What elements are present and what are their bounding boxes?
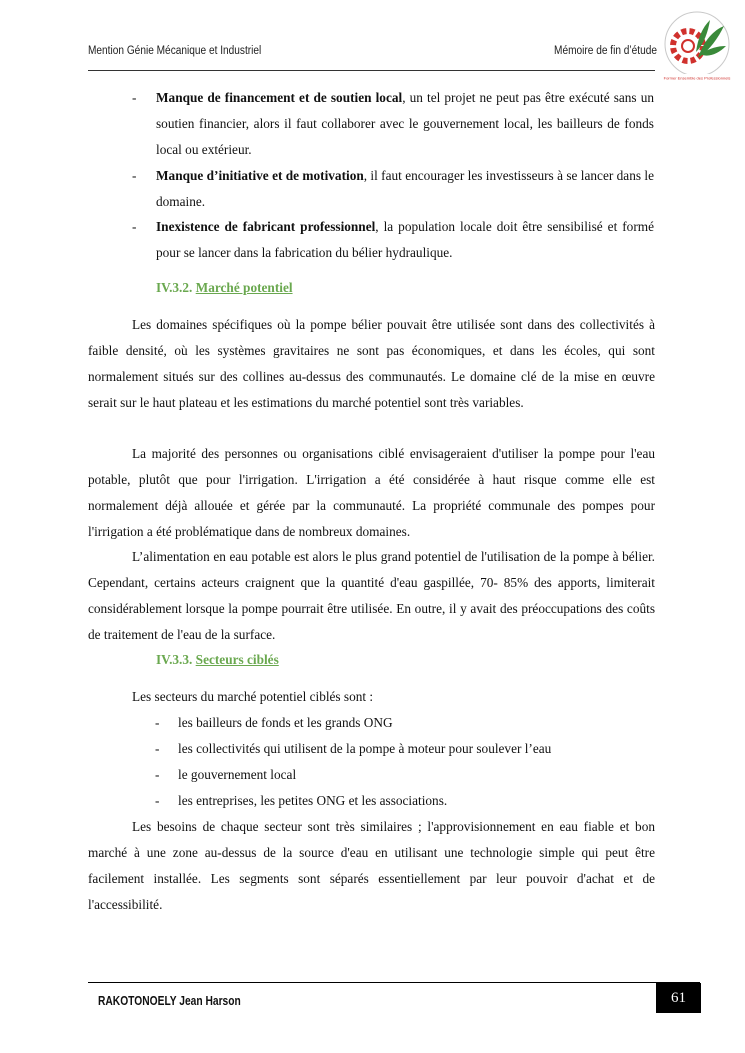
- header-right: Mémoire de fin d’étude: [554, 45, 657, 57]
- targets-intro: Les secteurs du marché potentiel ciblés sont :: [132, 689, 374, 704]
- bullet-item: - Manque d’initiative et de motivation, il faut encourager les investisseurs à se lancer dans le domaine.: [132, 168, 654, 209]
- bullet-item: - Inexistence de fabricant professionnel, la population locale doit être sensibilisé et formé pour se lancer dans la fabrication du bélier hydraulique.: [132, 219, 654, 260]
- page-number: 61: [656, 983, 701, 1013]
- target-item: - les collectivités qui utilisent de la pompe à moteur pour soulever l’eau: [155, 741, 552, 756]
- section-heading: IV.3.2. Marché potentiel: [156, 280, 293, 295]
- institution-logo: [658, 8, 736, 86]
- footer-divider: [88, 982, 700, 983]
- paragraph: La majorité des personnes ou organisations ciblé envisageraient d'utiliser la pompe pour l'eau potable, plutôt que pour l'irrigation. L'irrigation a été considérée à haut risque comme elle est normalement déjà allouée et gérée par la communauté. La propriété communale des pompes pour l'irrigation a été problématique dans de nombreux domaines.: [88, 446, 655, 539]
- target-item: - les entreprises, les petites ONG et les associations.: [155, 793, 448, 808]
- target-item: - les bailleurs de fonds et les grands ONG: [155, 715, 393, 730]
- header-divider: [88, 70, 655, 71]
- section-heading: IV.3.3. Secteurs ciblés: [156, 652, 279, 667]
- bullet-item: - Manque de financement et de soutien local, un tel projet ne peut pas être exécuté sans un soutien financier, alors il faut collaborer avec le gouvernement local, les bailleurs de fonds local ou extérieur.: [132, 90, 655, 157]
- header-left: Mention Génie Mécanique et Industriel: [88, 45, 262, 57]
- target-item: - le gouvernement local: [155, 767, 297, 782]
- paragraph: Les domaines spécifiques où la pompe bélier pouvait être utilisée sont dans des collectivités à faible densité, où les systèmes gravitaires ne sont pas économiques, et dans les écoles, qui sont normalement situés sur des collines au-dessus des communautés. Le domaine clé de la mise en œuvre serait sur le haut plateau et les estimations du marché potentiel sont très variables.: [88, 317, 655, 410]
- footer-author: RAKOTONOELY Jean Harson: [98, 994, 241, 1008]
- paragraph: Les besoins de chaque secteur sont très similaires ; l'approvisionnement en eau fiable et bon marché à une zone au-dessus de la source d'eau en utilisant une technologie simple qui peut être facilement installée. Les segments sont séparés essentiellement par leur pouvoir d'achat et de l'accessibilité.: [88, 819, 655, 912]
- paragraph: L’alimentation en eau potable est alors le plus grand potentiel de l'utilisation de la pompe à bélier. Cependant, certains acteurs craignent que la quantité d'eau gaspillée, 70- 85% des apports, limiterait considérablement lorsque la pompe pourrait être utilisée. En outre, il y avait des préoccupations des coûts de traitement de l'eau de la surface.: [88, 549, 655, 642]
- logo-caption: Former Ensemble des Professionnels: [663, 75, 731, 81]
